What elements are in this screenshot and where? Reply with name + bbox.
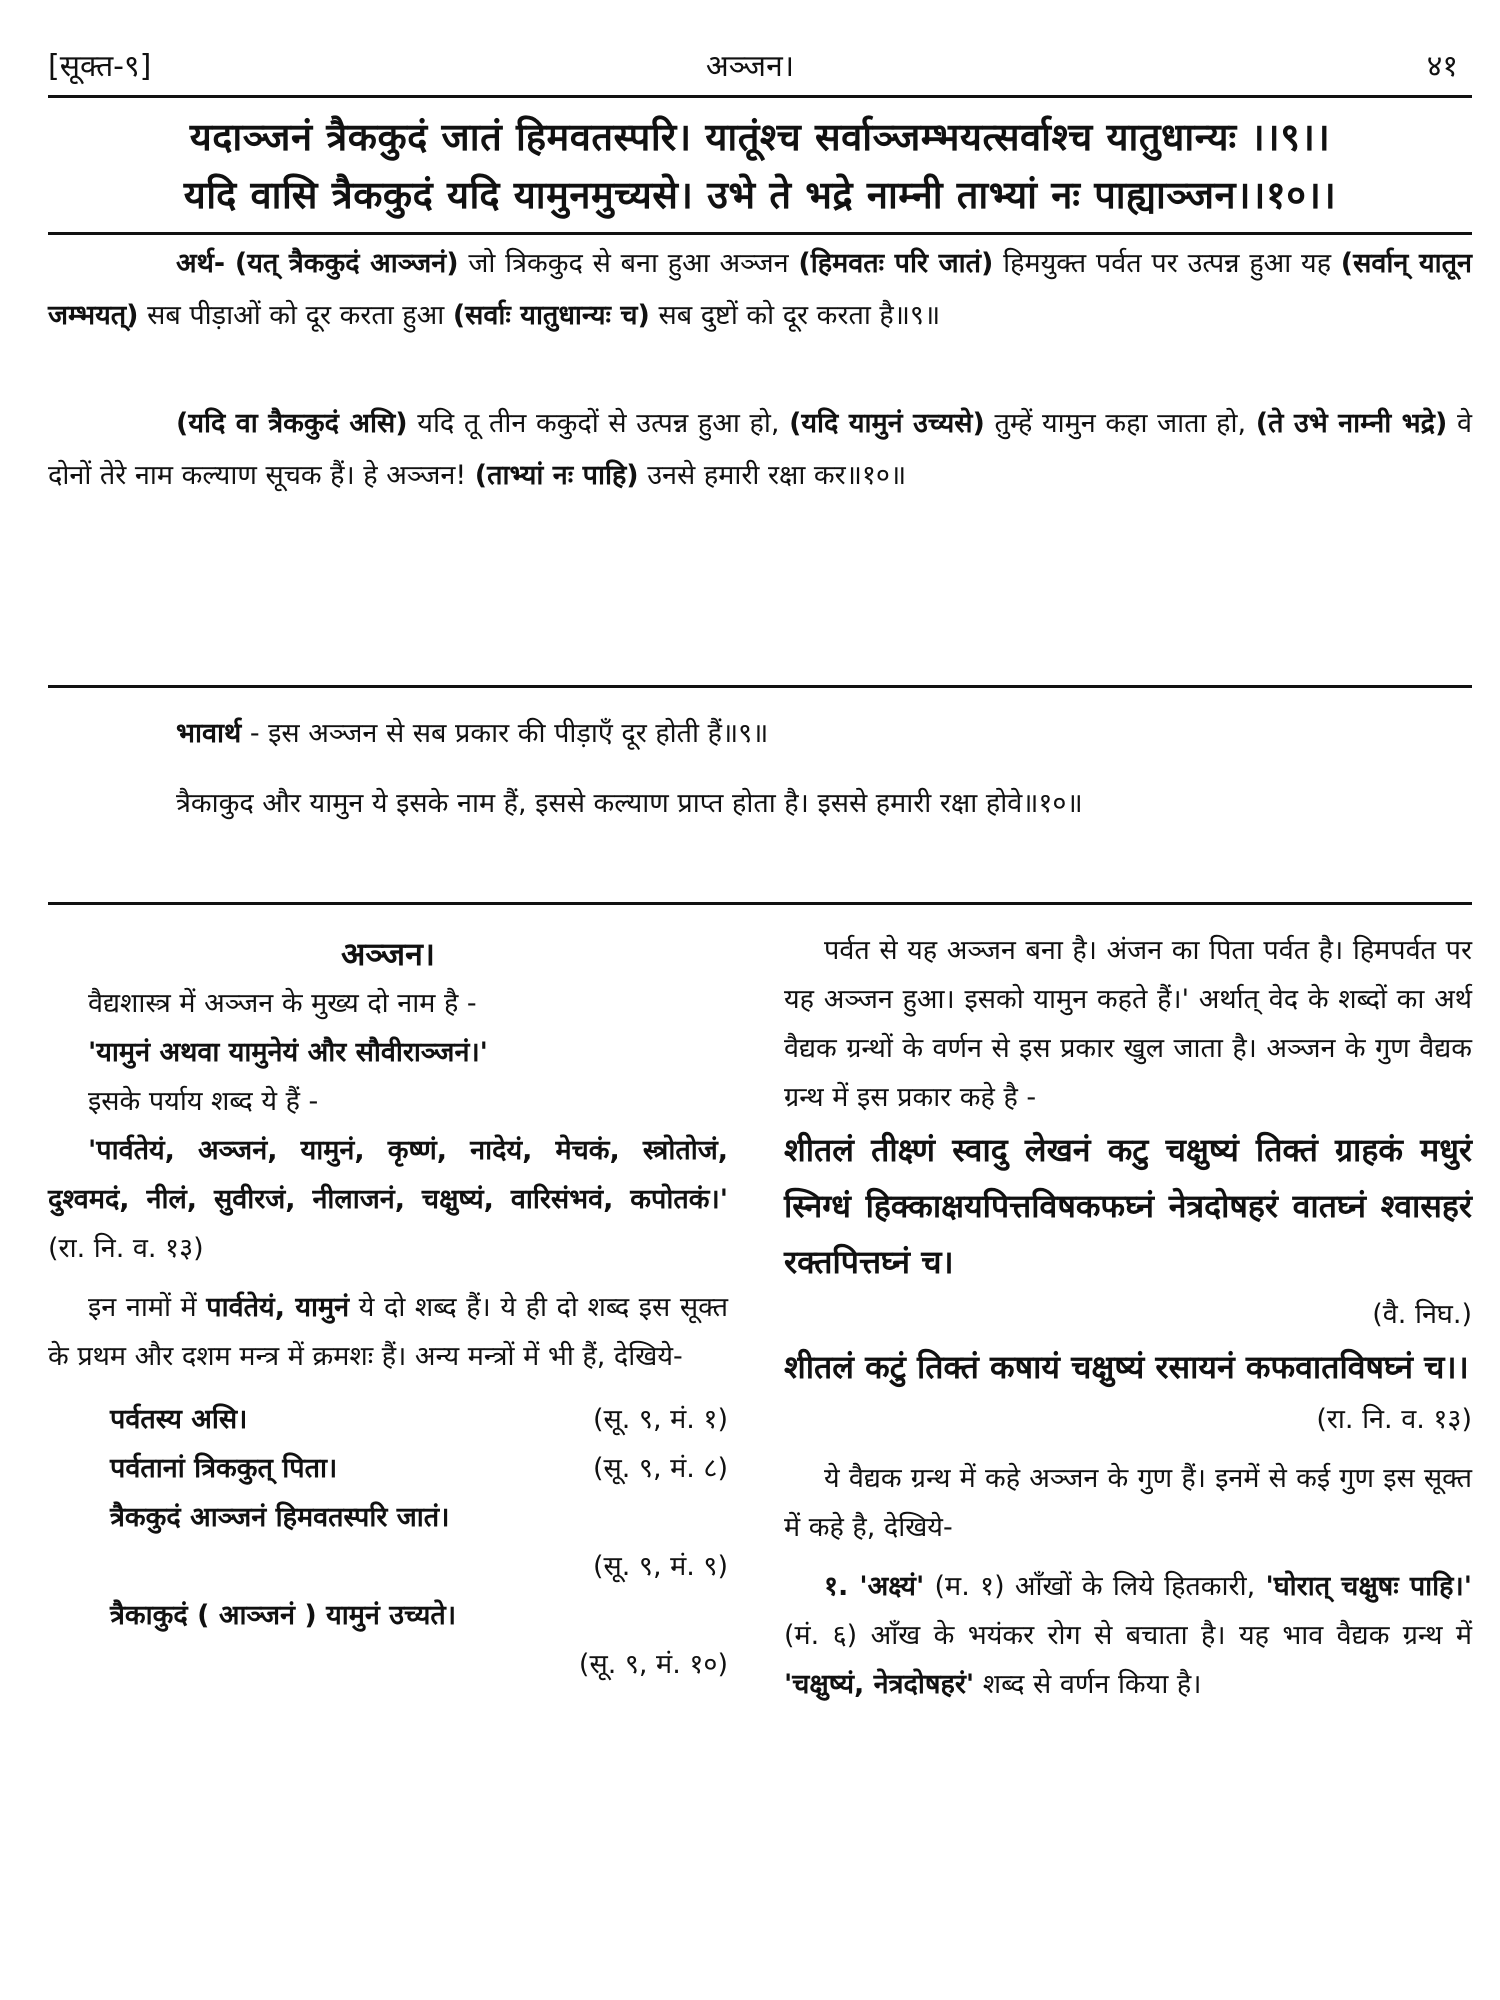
names-quote: 'यामुनं अथवा यामुनेयं और सौवीराञ्जनं।' (88, 1037, 488, 1068)
page-number: ४१ (1426, 49, 1458, 84)
reference: (रा. नि. व. १३) (1316, 1404, 1472, 1435)
text: - इस अञ्जन से सब प्रकार की पीड़ाएँ दूर होती हैं॥९॥ (241, 718, 769, 749)
meaning-paragraph (48, 398, 1472, 502)
section-label: [सूक्त-९] (48, 49, 152, 84)
verse-quote: पर्वतस्य असि। (110, 1404, 248, 1435)
right-column (784, 926, 1472, 1709)
sanskrit-term: (यत् त्रैककुदं आञ्जनं) (234, 248, 459, 279)
sanskrit-term: (यदि यामुनं उच्यसे) (789, 408, 985, 439)
reference: (सू. ९, मं. ९) (592, 1551, 728, 1582)
reference: (सू. ९, मं. १०) (578, 1649, 728, 1680)
divider (48, 232, 1472, 235)
section-heading: अञ्जन। (340, 935, 436, 973)
verse-quote: त्रैककुदं आञ्जनं हिमवतस्परि जातं। (110, 1502, 450, 1533)
sanskrit-term: 'चक्षुष्यं, नेत्रदोषहरं' (784, 1669, 975, 1700)
text: हिमयुक्त पर्वत पर उत्पन्न हुआ यह (993, 248, 1341, 279)
text: जो त्रिककुद से बना हुआ अञ्जन (458, 248, 799, 279)
text: उनसे हमारी रक्षा कर॥१०॥ (638, 460, 907, 491)
text: शब्द से वर्णन किया है। (974, 1669, 1202, 1700)
sanskrit-term: (ते उभे नाम्नी भद्रे) (1255, 408, 1448, 439)
text: सब पीड़ाओं को दूर करता हुआ (138, 300, 453, 331)
sanskrit-term: पार्वतेयं, यामुनं (206, 1292, 350, 1323)
list-number: १. (824, 1571, 860, 1602)
sanskrit-verse: शीतलं कटुं तिक्तं कषायं चक्षुष्यं रसायनं कफवातविषघ्नं च।। (784, 1348, 1469, 1386)
text: ये दो शब्द हैं। ये ही दो शब्द इस सूक्त के प्रथम और दशम मन्त्र में क्रमशः हैं। अन्य मन्त्रों में भी हैं, देखिये- (48, 1292, 728, 1372)
gist-label: भावार्थ (176, 718, 242, 749)
text: इसके पर्याय शब्द ये हैं - (88, 1086, 319, 1117)
text: पर्वत से यह अञ्जन बना है। अंजन का पिता पर्वत है। हिमपर्वत पर यह अञ्जन हुआ। इसको यामुन कहते हैं।' अर्थात् वेद के शब्दों का अर्थ वैद्यक ग्रन्थों के वर्णन से इस प्रकार खुल जाता है। अञ्जन के गुण वैद्यक ग्रन्थ में इस प्रकार कहे है - (784, 935, 1472, 1113)
sanskrit-term: (सर्वाः यातुधान्यः च) (452, 300, 650, 331)
text: इन नामों में (88, 1292, 207, 1323)
divider (48, 685, 1472, 688)
gist-paragraph (48, 708, 1472, 760)
sanskrit-term: (यदि वा त्रैककुदं असि) (176, 408, 408, 439)
reference: (वै. निघ.) (1372, 1299, 1472, 1330)
text: यदि तू तीन ककुदों से उत्पन्न हुआ हो, (407, 408, 790, 439)
synonyms-list: 'पार्वतेयं, अञ्जनं, यामुनं, कृष्णं, नादेयं, मेचकं, स्त्रोतोजं, दुश्वमदं, नीलं, सुवीरजं, नीलाजनं, चक्षुष्यं, वारिसंभवं, कपोतकं।' (48, 1135, 728, 1215)
verse-quote: पर्वतानां त्रिककुत् पिता। (110, 1453, 338, 1484)
sanskrit-term: (हिमवतः परि जातं) (798, 248, 994, 279)
reference-row (110, 1444, 728, 1493)
text: ये वैद्यक ग्रन्थ में कहे अञ्जन के गुण हैं। इनमें से कई गुण इस सूक्त में कहे है, देखिये- (784, 1463, 1472, 1543)
meaning-label: अर्थ- (176, 248, 226, 279)
reference: (सू. ९, मं. १) (592, 1404, 728, 1435)
reference-row (110, 1395, 728, 1444)
text: वैद्यशास्त्र में अञ्जन के मुख्य दो नाम है - (88, 988, 477, 1019)
gist-paragraph (48, 778, 1472, 830)
text: त्रैकाकुद और यामुन ये इसके नाम हैं, इससे कल्याण प्राप्त होता है। इससे हमारी रक्षा होवे॥१०॥ (176, 788, 1083, 819)
text: वे दोनों तेरे नाम कल्याण सूचक हैं। हे अञ्जन! (48, 408, 1472, 491)
text: तुम्हें यामुन कहा जाता हो, (984, 408, 1256, 439)
divider (48, 95, 1472, 98)
verse-quote: त्रैकाकुदं ( आञ्जनं ) यामुनं उच्यते। (110, 1600, 457, 1631)
sanskrit-term: (सर्वान् यातून जम्भयत्) (48, 248, 1472, 331)
sanskrit-term: (ताभ्यां नः पाहि) (474, 460, 639, 491)
text: (म. १) आँखों के लिये हितकारी, (924, 1571, 1266, 1602)
mantra-verse: यदि वासि त्रैककुदं यदि यामुनमुच्यसे। उभे ते भद्रे नाम्नी ताभ्यां नः पाह्याञ्जन।।१०।। (183, 173, 1337, 217)
left-column (48, 930, 728, 1689)
page-title: अञ्जन। (705, 49, 795, 84)
sanskrit-term: 'घोरात् चक्षुषः पाहि।' (1265, 1571, 1472, 1602)
reference: (रा. नि. व. १३) (48, 1233, 204, 1264)
text: (मं. ६) आँख के भयंकर रोग से बचाता है। यह भाव वैद्यक ग्रन्थ में (784, 1620, 1472, 1651)
sanskrit-term: 'अक्ष्यं' (859, 1571, 925, 1602)
meaning-paragraph (48, 238, 1472, 342)
divider (48, 902, 1472, 905)
reference: (सू. ९, मं. ८) (592, 1453, 728, 1484)
mantra-verse: यदाञ्जनं त्रैककुदं जातं हिमवतस्परि। यातूंश्च सर्वाञ्जम्भयत्सर्वाश्च यातुधान्यः ।।९।। (189, 115, 1331, 159)
sanskrit-verse: शीतलं तीक्ष्णं स्वादु लेखनं कटु चक्षुष्यं तिक्तं ग्राहकं मधुरं स्निग्धं हिक्काक्षयपित्तविषकफघ्नं नेत्रदोषहरं वातघ्नं श्वासहरं रक्तपित्तघ्नं च। (784, 1131, 1472, 1281)
text: सब दुष्टों को दूर करता है॥९॥ (649, 300, 941, 331)
